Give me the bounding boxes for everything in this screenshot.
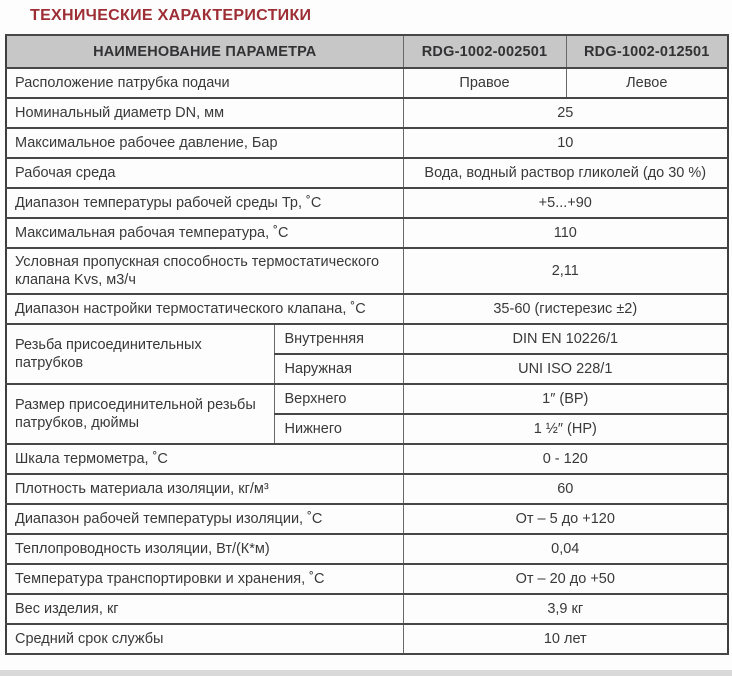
table-row [6, 504, 728, 534]
param-cell: Максимальное рабочее давление, Бар [6, 128, 403, 158]
sub-param-cell: Нижнего [274, 414, 403, 444]
value-cell-model-2: Левое [566, 68, 728, 98]
page-bottom-edge [0, 670, 732, 676]
value-cell: 2,11 [403, 248, 728, 294]
value-cell: 60 [403, 474, 728, 504]
table-row [6, 98, 728, 128]
param-cell: Температура транспортировки и хранения, ˚С [6, 564, 403, 594]
value-cell: 1″ (ВР) [403, 384, 728, 414]
value-cell: UNI ISO 228/1 [403, 354, 728, 384]
table-row [6, 624, 728, 654]
param-cell: Расположение патрубка подачи [6, 68, 403, 98]
sub-param-cell: Наружная [274, 354, 403, 384]
param-cell: Максимальная рабочая температура, ˚С [6, 218, 403, 248]
param-cell: Вес изделия, кг [6, 594, 403, 624]
param-cell: Диапазон настройки термостатического клапана, ˚С [6, 294, 403, 324]
param-cell: Размер присоединительной резьбы патрубков, дюймы [6, 384, 274, 444]
value-cell: 10 [403, 128, 728, 158]
sub-param-cell: Верхнего [274, 384, 403, 414]
table-header-row [6, 35, 728, 68]
column-header-model-1: RDG-1002-002501 [403, 35, 566, 68]
table-row [6, 218, 728, 248]
param-cell: Теплопроводность изоляции, Вт/(К*м) [6, 534, 403, 564]
column-header-model-2: RDG-1002-012501 [566, 35, 728, 68]
table-row [6, 68, 728, 98]
column-header-parameter: НАИМЕНОВАНИЕ ПАРАМЕТРА [6, 35, 403, 68]
value-cell: Вода, водный раствор гликолей (до 30 %) [403, 158, 728, 188]
table-row [6, 444, 728, 474]
value-cell: DIN EN 10226/1 [403, 324, 728, 354]
param-cell: Резьба присоединительных патрубков [6, 324, 274, 384]
param-cell: Условная пропускная способность термостатического клапана Kvs, м3/ч [6, 248, 403, 294]
param-cell: Диапазон температуры рабочей среды Тр, ˚С [6, 188, 403, 218]
sub-param-cell: Внутренняя [274, 324, 403, 354]
value-cell: От – 20 до +50 [403, 564, 728, 594]
param-cell: Средний срок службы [6, 624, 403, 654]
value-cell: От – 5 до +120 [403, 504, 728, 534]
value-cell: 35-60 (гистерезис ±2) [403, 294, 728, 324]
table-row [6, 474, 728, 504]
table-row [6, 248, 728, 294]
value-cell: 10 лет [403, 624, 728, 654]
param-cell: Рабочая среда [6, 158, 403, 188]
value-cell: 110 [403, 218, 728, 248]
page-title: ТЕХНИЧЕСКИЕ ХАРАКТЕРИСТИКИ [30, 7, 312, 24]
value-cell: 25 [403, 98, 728, 128]
value-cell: 3,9 кг [403, 594, 728, 624]
table-row [6, 564, 728, 594]
value-cell: 0 - 120 [403, 444, 728, 474]
value-cell-model-1: Правое [403, 68, 566, 98]
table-row [6, 294, 728, 324]
table-row [6, 594, 728, 624]
param-cell: Шкала термометра, ˚С [6, 444, 403, 474]
value-cell: 1 ½″ (НР) [403, 414, 728, 444]
param-cell: Номинальный диаметр DN, мм [6, 98, 403, 128]
table-row [6, 128, 728, 158]
table-row [6, 534, 728, 564]
value-cell: +5...+90 [403, 188, 728, 218]
table-row [6, 158, 728, 188]
param-cell: Диапазон рабочей температуры изоляции, ˚С [6, 504, 403, 534]
table-row-group [6, 384, 728, 414]
table-row-group [6, 324, 728, 354]
table-row [6, 188, 728, 218]
value-cell: 0,04 [403, 534, 728, 564]
param-cell: Плотность материала изоляции, кг/м³ [6, 474, 403, 504]
spec-table [5, 34, 729, 655]
